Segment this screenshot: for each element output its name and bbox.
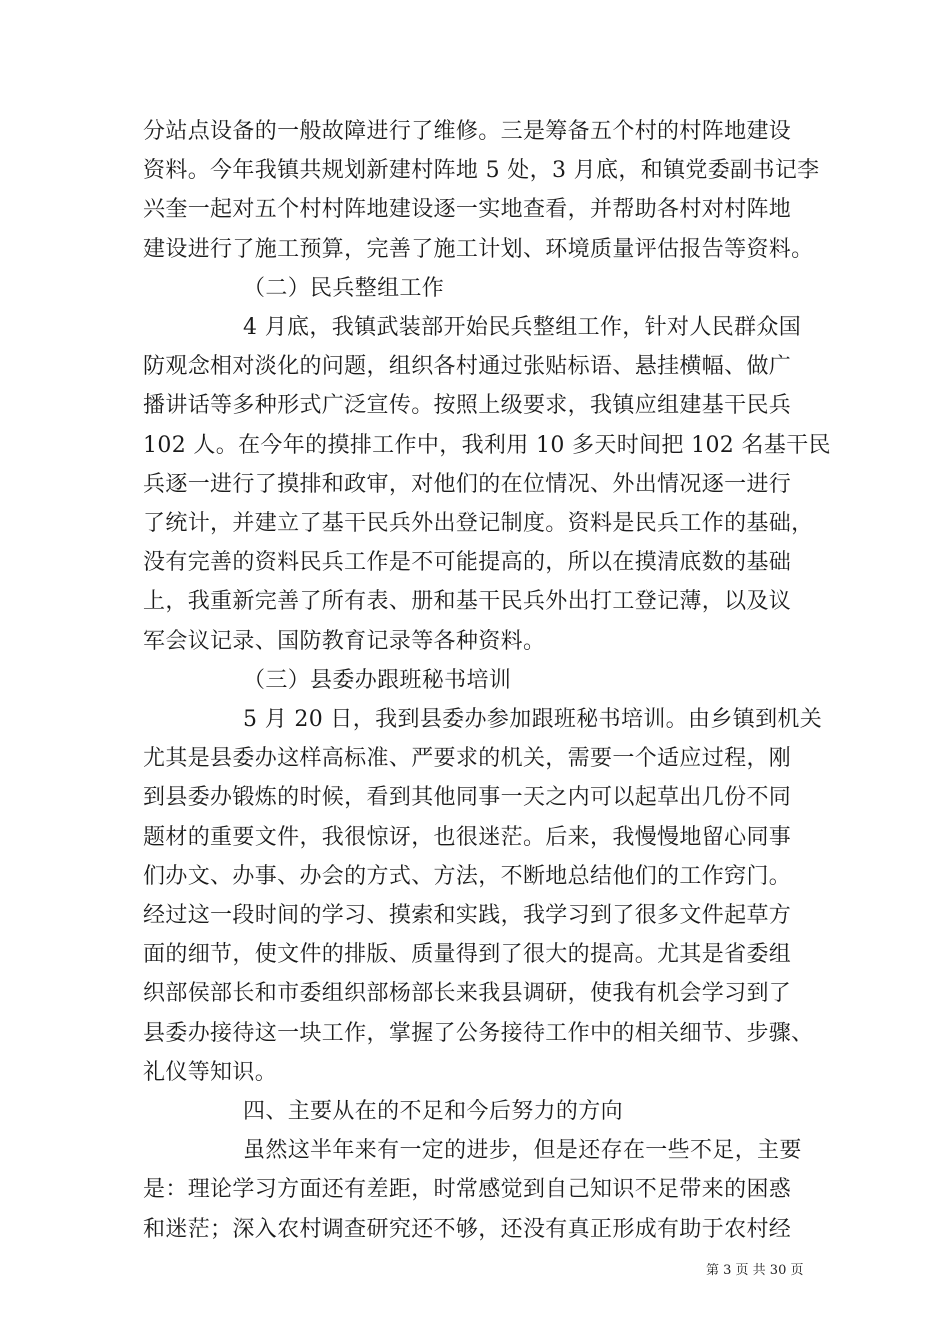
paragraph-line: 到县委办锻炼的时候，看到其他同事一天之内可以起草出几份不同	[143, 785, 792, 811]
paragraph-line: 建设进行了施工预算，完善了施工计划、环境质量评估报告等资料。	[143, 236, 814, 262]
paragraph-line: 兵逐一进行了摸排和政审，对他们的在位情况、外出情况逐一进行	[143, 471, 792, 497]
paragraph-line: 礼仪等知识。	[143, 1059, 278, 1085]
paragraph-line: 面的细节，使文件的排版、质量得到了很大的提高。尤其是省委组	[143, 942, 792, 968]
paragraph-line: 了统计，并建立了基干民兵外出登记制度。资料是民兵工作的基础，	[143, 511, 814, 536]
paragraph-line: 4 月底，我镇武装部开始民兵整组工作，针对人民群众国	[243, 315, 802, 340]
paragraph-line: 是：理论学习方面还有差距，时常感觉到自己知识不足带来的困惑	[143, 1177, 792, 1203]
paragraph-line: 5 月 20 日，我到县委办参加跟班秘书培训。由乡镇到机关	[243, 707, 823, 732]
paragraph-line: 军会议记录、国防教育记录等各种资料。	[143, 628, 546, 654]
paragraph-line: 们办文、办事、办会的方式、方法，不断地总结他们的工作窍门。	[143, 863, 792, 889]
paragraph-line: 县委办接待这一块工作，掌握了公务接待工作中的相关细节、步骤、	[143, 1020, 814, 1046]
section-heading: 四、主要从在的不足和今后努力的方向	[243, 1099, 623, 1124]
paragraph-line: 102 人。在今年的摸排工作中，我利用 10 多天时间把 102 名基干民	[143, 432, 831, 458]
paragraph-line: 经过这一段时间的学习、摸索和实践，我学习到了很多文件起草方	[143, 903, 792, 928]
paragraph-line: 兴奎一起对五个村村阵地建设逐一实地查看，并帮助各村对村阵地	[143, 197, 792, 223]
paragraph-line: 织部侯部长和市委组织部杨部长来我县调研，使我有机会学习到了	[143, 981, 792, 1007]
paragraph-line: 资料。今年我镇共规划新建村阵地 5 处，3 月底，和镇党委副书记李	[143, 158, 820, 184]
paragraph-line: 没有完善的资料民兵工作是不可能提高的，所以在摸清底数的基础	[143, 550, 792, 576]
paragraph-line: 播讲话等多种形式广泛宣传。按照上级要求，我镇应组建基干民兵	[143, 393, 792, 419]
paragraph-line: 分站点设备的一般故障进行了维修。三是筹备五个村的村阵地建设	[143, 119, 792, 144]
paragraph-line: 尤其是县委办这样高标准、严要求的机关，需要一个适应过程，刚	[143, 746, 792, 772]
page-number-footer: 第 3 页 共 30 页	[706, 1262, 804, 1278]
section-heading: （三）县委办跟班秘书培训	[243, 667, 512, 693]
paragraph-line: 防观念相对淡化的问题，组织各村通过张贴标语、悬挂横幅、做广	[143, 354, 792, 380]
paragraph-line: 题材的重要文件，我很惊讶，也很迷茫。后来，我慢慢地留心同事	[143, 824, 792, 850]
paragraph-line: 虽然这半年来有一定的进步，但是还存在一些不足，主要	[243, 1138, 802, 1164]
paragraph-line: 上，我重新完善了所有表、册和基干民兵外出打工登记薄，以及议	[143, 589, 792, 615]
section-heading: （二）民兵整组工作	[243, 275, 445, 301]
paragraph-line: 和迷茫；深入农村调查研究还不够，还没有真正形成有助于农村经	[143, 1216, 792, 1242]
